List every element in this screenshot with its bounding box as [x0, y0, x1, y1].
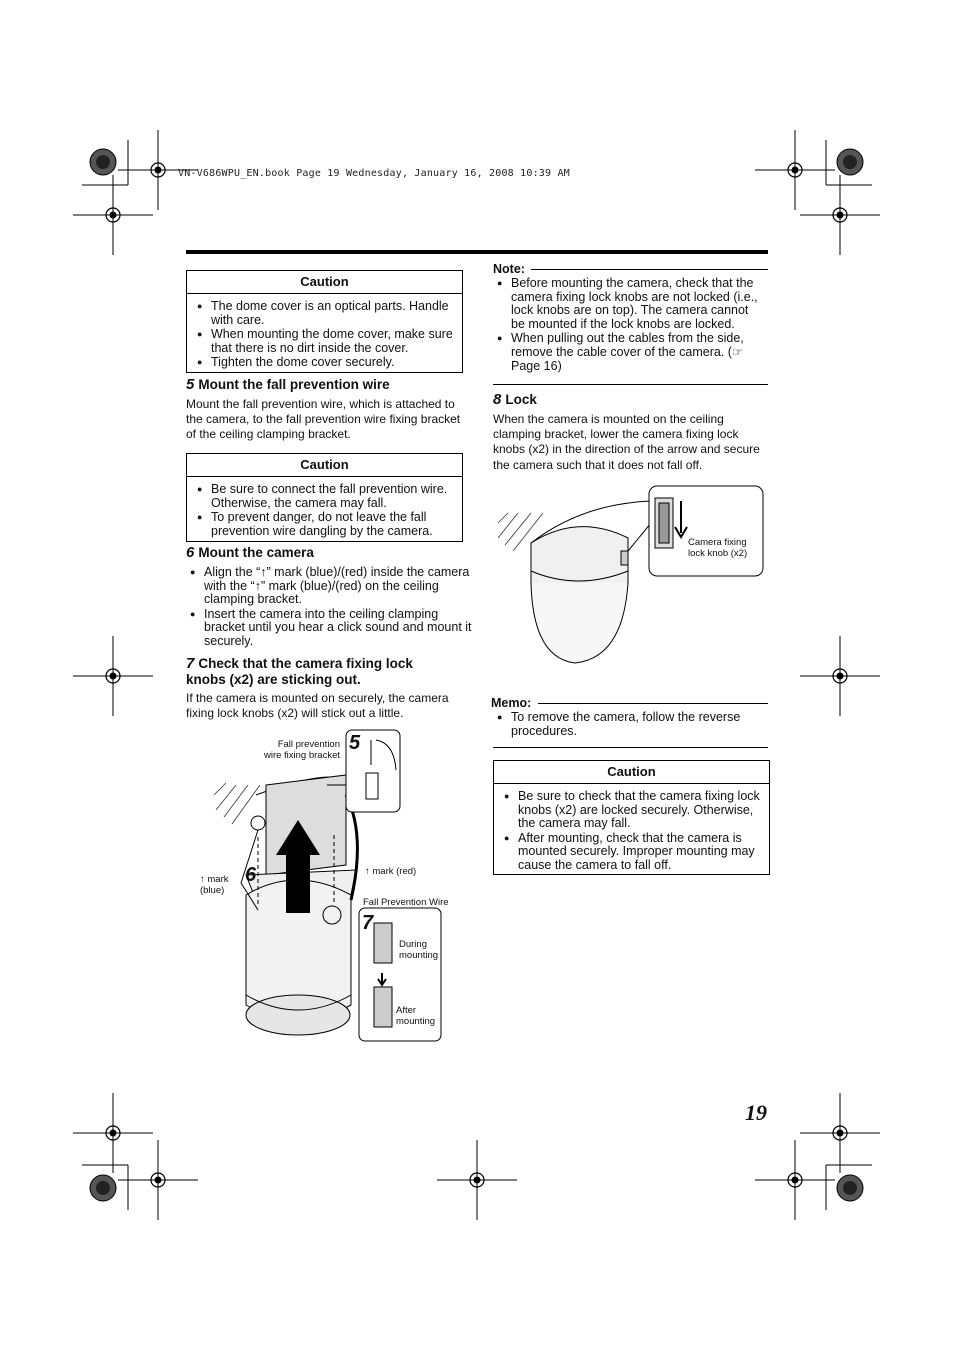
- list-item: ● Tighten the dome cover securely.: [211, 356, 454, 370]
- label-mark-blue: ↑ mark (blue): [200, 874, 229, 896]
- step-number: 8: [493, 391, 502, 408]
- callout-7: 7: [362, 912, 374, 934]
- callout-6: 6: [245, 864, 257, 886]
- label-wire: Fall Prevention Wire: [363, 897, 449, 908]
- list-item: ● The dome cover is an optical parts. Handle with care.: [211, 300, 454, 327]
- caution-title: Caution: [187, 454, 462, 477]
- caution-box-dome: [186, 270, 463, 373]
- step-7-text: If the camera is mounted on securely, the camera fixing lock knobs (x2) will stick out a little.: [186, 691, 449, 721]
- caution-title: Caution: [187, 271, 462, 294]
- callout-5: 5: [349, 732, 361, 754]
- list-item: ● Insert the camera into the ceiling clamping bracket until you hear a click sound and mount it securely.: [204, 608, 472, 649]
- step-title: Lock: [505, 392, 537, 407]
- top-rule: [186, 250, 768, 254]
- step-title: Mount the fall prevention wire: [198, 377, 390, 392]
- list-item: ● After mounting, check that the camera is mounted securely. Improper mounting may cause the camera to fall off.: [518, 832, 761, 873]
- page-number: 19: [745, 1100, 767, 1125]
- step-6-list: [180, 560, 480, 654]
- list-item: ● When pulling out the cables from the side, remove the cable cover of the camera. (☞ Page 16): [511, 332, 763, 373]
- memo-list: [493, 705, 771, 743]
- label-during: During mounting: [399, 939, 439, 961]
- note-rule-top: [531, 269, 768, 270]
- note-list: [493, 271, 771, 378]
- file-header: VN-V686WPU_EN.book Page 19 Wednesday, January 16, 2008 10:39 AM: [178, 168, 570, 179]
- memo-title: Memo:: [491, 696, 532, 710]
- label-bracket: Fall prevention wire fixing bracket: [263, 739, 340, 761]
- step-8-text: When the camera is mounted on the ceiling clamping bracket, lower the camera fixing lock knobs (x2) in the direction of the arrow and secure the camera such that it does not fall off.: [493, 412, 760, 472]
- caution-box-lock: [493, 760, 770, 875]
- list-item: ● Be sure to check that the camera fixing lock knobs (x2) are locked securely. Otherwise, the camera may fall.: [518, 790, 761, 831]
- step-number: 5: [186, 376, 195, 393]
- list-item: ● To prevent danger, do not leave the fall prevention wire dangling by the camera.: [211, 511, 454, 538]
- memo-rule-bottom: [493, 747, 768, 748]
- label-mark-red: ↑ mark (red): [365, 866, 417, 877]
- step-number: 6: [186, 544, 195, 561]
- caution-title: Caution: [494, 761, 769, 784]
- list-item: ● Before mounting the camera, check that the camera fixing lock knobs are not locked (i.e., lock knobs are on top). The camera cannot be mounted if the lock knobs are locked.: [511, 277, 763, 331]
- memo-rule-top: [538, 703, 768, 704]
- step-number: 7: [186, 655, 195, 672]
- label-knob: Camera fixing lock knob (x2): [688, 537, 748, 559]
- label-after: After mounting: [396, 1005, 436, 1027]
- note-title: Note:: [493, 262, 525, 276]
- step-8-heading: [493, 392, 763, 408]
- step-5-text: Mount the fall prevention wire, which is attached to the camera, to the fall prevention wire fixing bracket of the ceiling clamping bracket.: [186, 397, 461, 442]
- step-title: Mount the camera: [198, 545, 314, 560]
- step-5-heading: [186, 377, 466, 393]
- list-item: ● Be sure to connect the fall prevention wire. Otherwise, the camera may fall.: [211, 483, 454, 510]
- list-item: ● When mounting the dome cover, make sure that there is no dirt inside the cover.: [211, 328, 454, 355]
- caution-box-wire: [186, 453, 463, 542]
- step-title: Check that the camera fixing lock knobs (x2) are sticking out.: [186, 656, 413, 687]
- step-6-heading: [186, 545, 466, 561]
- note-rule-bottom: [493, 384, 768, 385]
- camera-lock-illustration: [493, 483, 768, 668]
- list-item: ● To remove the camera, follow the reverse procedures.: [511, 711, 763, 738]
- step-7-heading: [186, 656, 456, 688]
- list-item: ● Align the “↑” mark (blue)/(red) inside the camera with the “↑” mark (blue)/(red) on the ceiling clamping bracket.: [204, 566, 472, 607]
